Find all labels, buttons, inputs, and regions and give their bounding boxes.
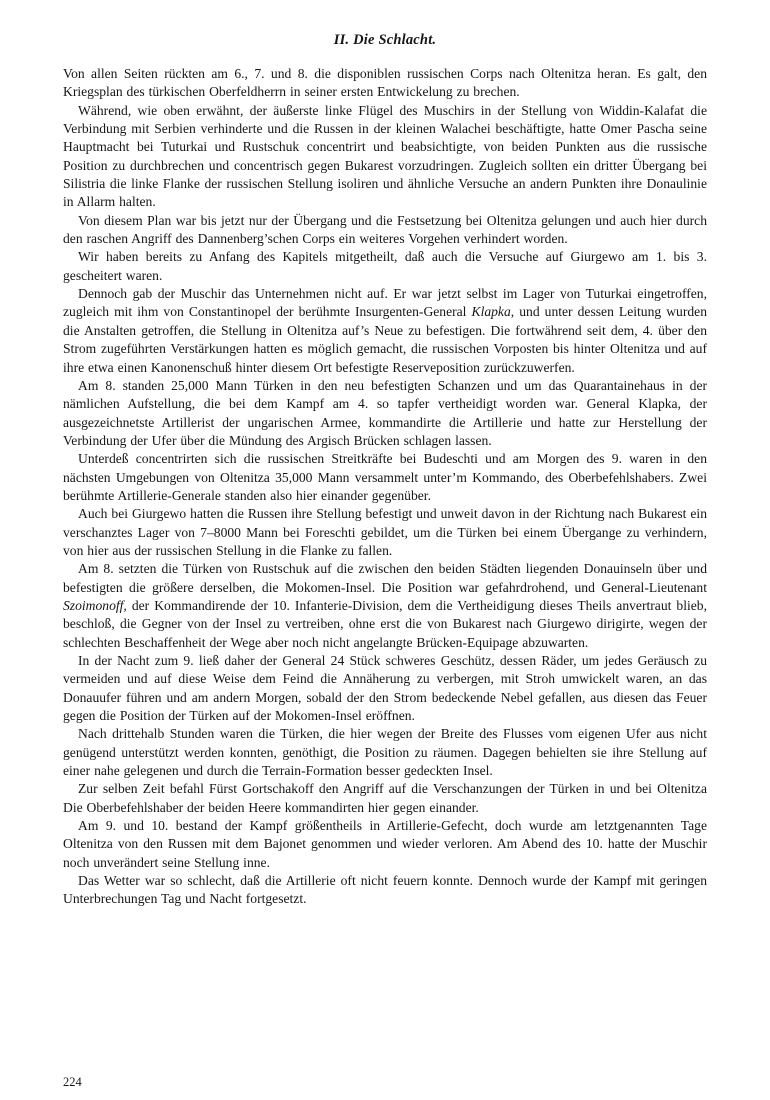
text-segment: Dennoch gab der Muschir das Unternehmen nicht auf. Er war jetzt selbst im Lager von Tuturkai eingetroffen, zugleich mit ihm von Constantinopel der berühmte Insurgenten-General <box>63 286 707 320</box>
paragraph <box>63 102 707 212</box>
text-segment: Zur selben Zeit befahl Fürst Gortschakoff den Angriff auf die Verschanzungen der Türken in und bei Oltenitza Die Oberbefehlshaber der beiden Heere kommandirten hier gegen einander. <box>63 781 707 815</box>
paragraph <box>63 817 707 872</box>
paragraph <box>63 872 707 909</box>
paragraph <box>63 560 707 652</box>
text-segment: Auch bei Giurgewo hatten die Russen ihre Stellung befestigt und unweit davon in der Richtung nach Bukarest ein verschanztes Lager von 7–8000 Mann bei Foreschti gebildet, um die Türken bei einem Übergange zu verhindern, von hier aus der russischen Stellung in die Flanke zu fallen. <box>63 506 707 558</box>
paragraph <box>63 65 707 102</box>
text-segment: Während, wie oben erwähnt, der äußerste linke Flügel des Muschirs in der Stellung von Widdin-Kalafat die Verbindung mit Serbien verhinderte und die Russen in der kleinen Walachei beschäftigte, hatte Omer Pascha seine Hauptmacht bei Tuturkai und Rustschuk concentrirt und beabsichtigte, von beiden Punkten aus die russische Position zu durchbrechen und concentrisch gegen Bukarest vorzudringen. Zugleich sollten ein dritter Übergang bei Silistria die linke Flanke der russischen Stellung isoliren und ähnliche Versuche an andern Punkten ihre Donaulinie in Allarm halten. <box>63 102 707 210</box>
text-segment: Unterdeß concentrirten sich die russischen Streitkräfte bei Budeschti und am Morgen des 9. waren in den nächsten Umgebungen von Oltenitza 35,000 Mann versammelt unter’m Kommando, des Oberbefehlshabers. Zwei berühmte Artillerie-Generale standen also hier einander gegenüber. <box>63 451 707 503</box>
text-segment: der Kommandirende der 10. Infanterie-Division, dem die Vertheidigung dieses Theils anvertraut blieb, beschloß, die Gegner von der Insel zu vertreiben, ohne erst die von Bukarest nach Giurgewo dirigirte, wegen der schlechten Beschaffenheit der Wege aber noch nicht angelangte Brücken-Equipage abzuwarten. <box>63 597 707 650</box>
paragraph <box>63 725 707 780</box>
paragraph <box>63 505 707 560</box>
paragraph <box>63 377 707 450</box>
text-segment: In der Nacht zum 9. ließ daher der General 24 Stück schweres Geschütz, dessen Räder, um jedes Geräusch zu vermeiden und auf diese Weise dem Feind die Annäherung zu verbergen, mit Stroh umwickelt waren, an das Donauufer führen und am andern Morgen, sobald der den Strom bedeckende Nebel gefallen, aus diesen das Feuer gegen die Position der Türken auf der Mokomen-Insel eröffnen. <box>63 653 707 724</box>
body-text <box>63 65 707 909</box>
text-segment: Von allen Seiten rückten am 6., 7. und 8. die disponiblen russischen Corps nach Oltenitza heran. Es galt, den Kriegsplan des türkischen Oberfeldherrn in seiner ersten Entwickelung zu brechen. <box>63 66 707 100</box>
text-segment: Am 9. und 10. bestand der Kampf größentheils in Artillerie-Gefecht, doch wurde am letztgenannten Tage Oltenitza von den Russen mit dem Bajonet genommen und wieder verloren. Am Abend des 10. hatte der Muschir noch unverändert seine Stellung inne. <box>63 818 707 870</box>
chapter-heading: II. Die Schlacht. <box>333 32 437 48</box>
text-segment: Das Wetter war so schlecht, daß die Artillerie oft nicht feuern konnte. Dennoch wurde der Kampf mit geringen Unterbrechungen Tag und Nacht fortgesetzt. <box>63 873 707 907</box>
text-segment: Wir haben bereits zu Anfang des Kapitels mitgetheilt, daß auch die Versuche auf Giurgewo am 1. bis 3. gescheitert waren. <box>63 249 707 283</box>
page-number: 224 <box>63 1075 82 1089</box>
text-segment: Nach drittehalb Stunden waren die Türken, die hier wegen der Breite des Flusses vom eigenen Ufer aus nicht genügend unterstützt werden konnten, genöthigt, die Position zu räumen. Dagegen behielten sie ihre Stellung auf einer nahe gelegenen und durch die Terrain-Formation besser gedeckten Insel. <box>63 726 707 779</box>
paragraph <box>63 450 707 505</box>
text-segment: Von diesem Plan war bis jetzt nur der Übergang und die Festsetzung bei Oltenitza gelungen und auch hier durch den raschen Angriff des Dannenberg’schen Corps ein weiteres Vorgehen verhindert worden. <box>63 212 707 247</box>
paragraph <box>63 652 707 725</box>
paragraph <box>63 285 707 377</box>
paragraph <box>63 212 707 249</box>
paragraph <box>63 248 707 285</box>
emphasized-text: Klapka <box>471 304 511 320</box>
emphasized-text: Szoimonoff, <box>63 597 127 613</box>
paragraph <box>63 780 707 817</box>
text-segment: , und unter dessen Leitung wurden die Anstalten getroffen, die Stellung in Oltenitza auf’s Neue zu befestigen. Die fortwährend seit dem, 4. über den Strom zugeführten Verstärkungen hatten es möglich gemacht, die russischen Vorposten bis hinter Oltenitza und auf ihre etwa einen Kanonenschuß hinter diesem Ort befestigte Reserveposition zurückzuwerfen. <box>63 304 707 375</box>
text-segment: Am 8. setzten die Türken von Rustschuk auf die zwischen den beiden Städten liegenden Donauinseln über und befestigten die größere derselben, die Mokomen-Insel. Die Position war gefahrdrohend, und General-Lieutenant <box>63 561 707 595</box>
text-segment: Am 8. standen 25,000 Mann Türken in den neu befestigten Schanzen und um das Quarantainehaus in der nämlichen Aufstellung, die bei dem Kampf am 4. so tapfer vertheidigt worden war. General Klapka, der ausgezeichnetste Artillerist der ungarischen Armee, kommandirte die Artillerie und hatte zur Herstellung der Verbindung der Ufer über die Mündung des Argisch Brücken schlagen lassen. <box>63 377 707 448</box>
